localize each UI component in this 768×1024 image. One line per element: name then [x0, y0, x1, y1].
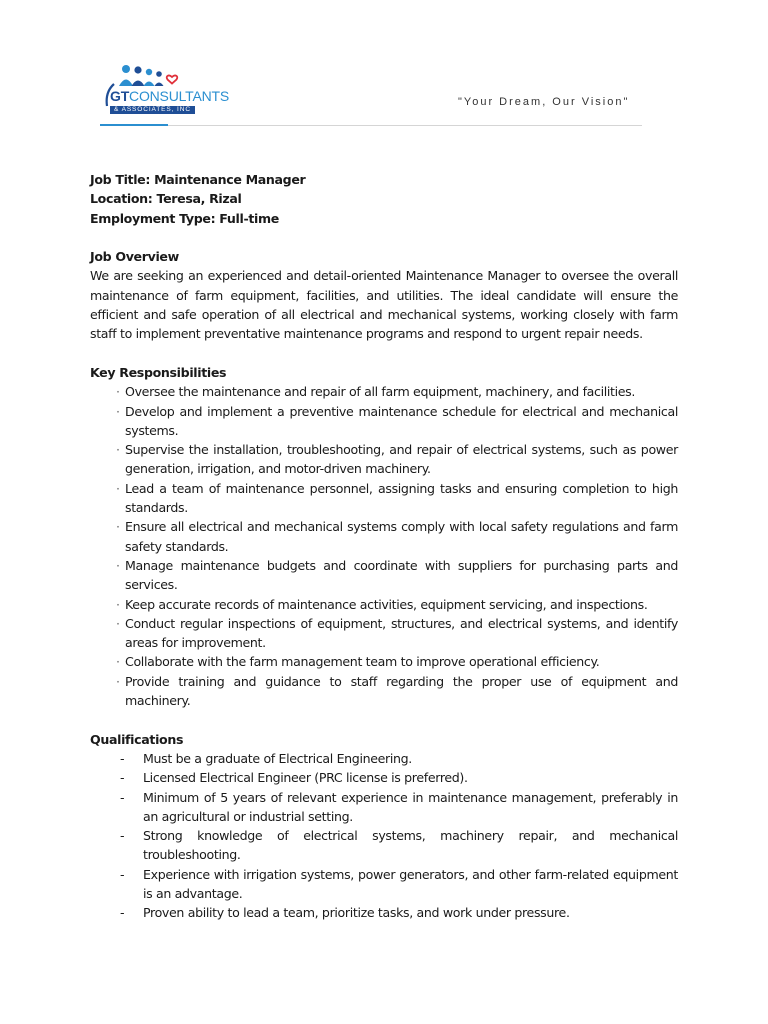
qualifications-heading: Qualifications [90, 731, 184, 747]
list-item-text: Lead a team of maintenance personnel, assigning tasks and ensuring completion to high standards. [125, 480, 678, 516]
bullet: - [120, 828, 125, 844]
bullet: - [120, 905, 125, 921]
bullet: · [116, 480, 120, 496]
list-item-text: Collaborate with the farm management team to improve operational efficiency. [125, 654, 600, 670]
list-item [90, 652, 678, 671]
list-item-text: Strong knowledge of electrical systems, machinery repair, and mechanical troubleshooting. [143, 828, 678, 863]
header-divider-accent [100, 124, 168, 126]
list-item [90, 865, 678, 904]
list-item-text: Supervise the installation, troubleshooting, and repair of electrical systems, such as power generation, irrigation, and motor-driven machinery. [125, 442, 678, 477]
bullet: · [116, 654, 120, 670]
list-item [90, 402, 678, 441]
list-item [90, 556, 678, 595]
list-item-text: Oversee the maintenance and repair of all farm equipment, machinery, and facilities. [125, 384, 636, 400]
job-overview-text: We are seeking an experienced and detail-oriented Maintenance Manager to oversee the overall maintenance of farm equipment, facilities, and utilities. The ideal candidate will ensure the efficient and safe operation of all electrical and mechanical systems, working closely with farm staff to implement preventative maintenance programs and respond to urgent repair needs. [90, 268, 678, 342]
list-item-text: Provide training and guidance to staff regarding the proper use of equipment and machinery. [125, 673, 678, 709]
bullet: · [116, 442, 120, 458]
list-item [90, 903, 678, 922]
list-item-text: Conduct regular inspections of equipment, structures, and electrical systems, and identify areas for improvement. [125, 615, 678, 651]
list-item-text: Minimum of 5 years of relevant experience in maintenance management, preferably in an agricultural or industrial setting. [143, 789, 678, 824]
header-divider [100, 125, 642, 126]
responsibilities-list [90, 382, 678, 710]
bullet: · [116, 673, 120, 689]
job-title-line: Job Title: Maintenance Manager [90, 172, 306, 187]
bullet: · [116, 519, 120, 535]
bullet: - [120, 750, 125, 766]
key-responsibilities-heading: Key Responsibilities [90, 364, 227, 380]
company-logo [104, 64, 244, 122]
job-overview-heading: Job Overview [90, 249, 179, 265]
list-item [90, 788, 678, 827]
list-item [90, 382, 678, 401]
bullet: · [116, 557, 120, 573]
bullet: · [116, 384, 120, 400]
bullet: - [120, 770, 125, 786]
list-item [90, 672, 678, 711]
list-item-text: Develop and implement a preventive maintenance schedule for electrical and mechanical systems. [125, 403, 678, 438]
bullet: · [116, 403, 120, 419]
list-item [90, 614, 678, 653]
list-item [90, 595, 678, 614]
list-item-text: Ensure all electrical and mechanical systems comply with local safety regulations and farm safety standards. [125, 519, 678, 554]
list-item [90, 440, 678, 479]
list-item [90, 749, 678, 768]
list-item-text: Experience with irrigation systems, power generators, and other farm-related equipment is an advantage. [143, 866, 678, 901]
spacer [90, 228, 678, 247]
bullet: · [116, 615, 120, 631]
logo-consultants-text: CONSULTANTS [129, 88, 230, 104]
document-header [0, 0, 768, 130]
list-item-text: Keep accurate records of maintenance activities, equipment servicing, and inspections. [125, 596, 648, 612]
spacer [90, 710, 678, 729]
list-item [90, 768, 678, 787]
list-item-text: Proven ability to lead a team, prioritize tasks, and work under pressure. [143, 905, 570, 921]
company-tagline: "Your Dream, Our Vision" [458, 96, 630, 108]
qualifications-list [90, 749, 678, 923]
bullet: - [120, 789, 125, 805]
list-item-text: Manage maintenance budgets and coordinate with suppliers for purchasing parts and services. [125, 557, 678, 593]
list-item-text: Must be a graduate of Electrical Engineering. [143, 750, 412, 766]
list-item [90, 517, 678, 556]
list-item-text: Licensed Electrical Engineer (PRC license is preferred). [143, 770, 468, 786]
list-item [90, 826, 678, 865]
document-body [90, 170, 678, 923]
logo-wordmark [110, 88, 229, 104]
bullet: · [116, 596, 120, 612]
list-item [90, 479, 678, 518]
people-group-icon [114, 64, 184, 88]
location-line: Location: Teresa, Rizal [90, 191, 242, 207]
employment-type-line: Employment Type: Full-time [90, 210, 279, 226]
logo-subtitle: & ASSOCIATES, INC [110, 106, 195, 114]
bullet: - [120, 866, 125, 882]
spacer [90, 344, 678, 363]
logo-gt-text: GT [110, 88, 130, 104]
